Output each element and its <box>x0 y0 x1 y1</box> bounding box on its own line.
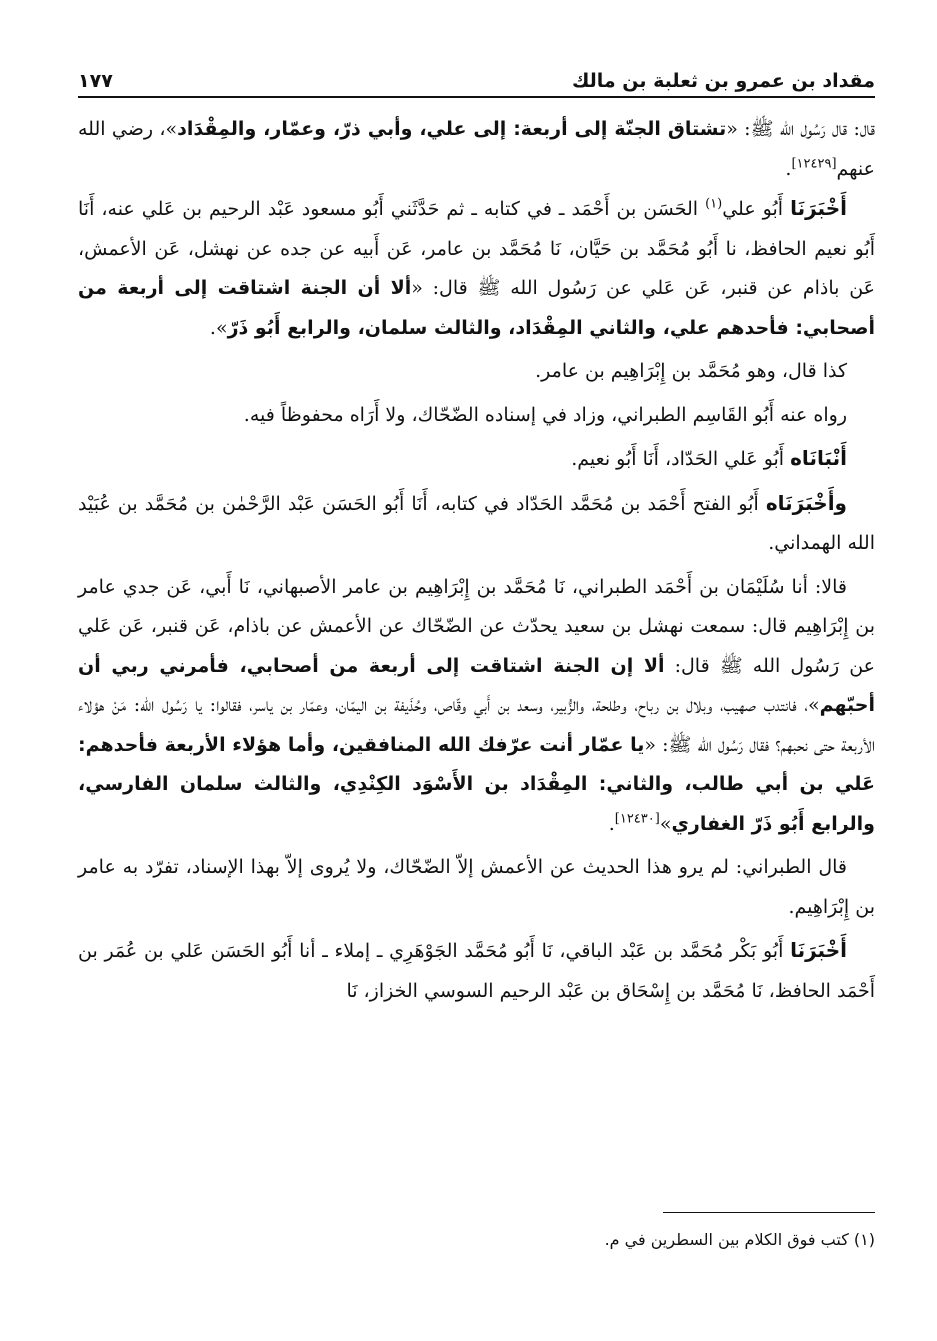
header-rule <box>78 96 875 98</box>
keyword: وأَخْبَرَنَاه <box>765 490 847 515</box>
text-run: »، فانتدب صهيب، وبلال بن رباح، وطلحة، والزُّبير، وسعد بن أَبي وقّاص، وحُذَيفة بن اليمّان، وعمّار بن ياسر، فقالوا: يا رَسُول الله: مَنْ هؤلاء الأربعة حتى نحبهم؟ فقال رَسُول الله ﷺ: « <box>78 694 875 756</box>
paragraph-6 <box>78 484 875 564</box>
text-run: ». <box>209 316 228 339</box>
text-run: »، رضي الله عنهم <box>78 118 875 180</box>
paragraph-5 <box>78 439 875 480</box>
text-run: قالا: أنا سُلَيْمَان بن أَحْمَد الطبراني، نَا مُحَمَّد بن إِبْرَاهِيم بن عامر الأصبهاني، نَا أَبي، عَن جدي عامر بن إِبْرَاهِيم قال: سمعت نهشل بن سعيد يحدّث عن الضّحّاك عن الأعمش عن باذام، عَن قنبر، عَن عَلي عن رَسُول الله ﷺ قال: <box>78 575 875 677</box>
text-run: » <box>659 812 672 835</box>
paragraph-8: قال الطبراني: لم يرو هذا الحديث عن الأعمش إلاّ الضّحّاك، ولا يُروى إلاّ بهذا الإسناد، تفرّد به عامر بن إِبْرَاهِيم. <box>78 856 875 918</box>
text-run: الحَسَن بن أَحْمَد ـ في كتابه ـ ثم حَدَّثَني أَبُو مسعود عَبْد الرحيم بن عَلي عنه، أَنَا أَبُو نعيم الحافظ، نا أَبُو مُحَمَّد بن حَيَّان، نَا مُحَمَّد بن عامر، عَن أَبيه عن جده عن نهشل، عَن الأعمش، عَن باذام عن قنبر، عَن عَلي عن رَسُول الله ﷺ قال: « <box>78 198 876 299</box>
paragraph-4: رواه عنه أَبُو القَاسِم الطبراني، وزاد في إسناده الضّحّاك، ولا أَرَاه محفوظاً فيه. <box>243 403 847 426</box>
page-header <box>78 52 875 92</box>
keyword: أَخْبَرَنَا <box>790 938 847 962</box>
paragraph-1 <box>78 110 875 189</box>
keyword: أَنْبَانَاه <box>790 446 847 470</box>
footnote-marker: (١) <box>705 196 723 212</box>
text-run: . <box>785 157 792 180</box>
footnote: (١) كتب فوق الكلام بين السطرين في م. <box>604 1230 875 1249</box>
main-text <box>78 110 875 1011</box>
hadith-text: ألا أن الجنة اشتاقت إلى أربعة من أصحابي: فأحدهم علي، والثاني المِقْدَاد، والثالث سلمان، والرابع أَبُو ذَرّ <box>78 277 875 339</box>
running-title: مقداد بن عمرو بن ثعلبة بن مالك <box>571 70 875 92</box>
footnote-rule <box>663 1212 875 1213</box>
hadith-text: يا عمّار أنت عرّفك الله المنافقين، وأما هؤلاء الأربعة فأحدهم: عَلي بن أبي طالب، والثاني: المِقْدَاد بن الأَسْوَد الكِنْدِي، والثالث سلمان الفارسي، والرابع أَبُو ذَرّ الغفاري <box>78 733 875 835</box>
text-run: أَبُو بَكْر مُحَمَّد بن عَبْد الباقي، نَا أَبُو مُحَمَّد الجَوْهَرِي ـ إملاء ـ أنا أَبُو الحَسَن عَلي بن عُمَر بن أَحْمَد الحافظ، نَا مُحَمَّد بن إِسْحَاق بن عَبْد الرحيم السوسي الخزاز، نَا <box>78 940 875 1002</box>
paragraph-9 <box>78 931 875 1011</box>
paragraph-2 <box>78 189 875 348</box>
paragraph-7 <box>78 568 875 845</box>
text-run: أَبُو الفتح أَحْمَد بن مُحَمَّد الحَدّاد في كتابه، أَنَا أَبُو الحَسَن عَبْد الرَّحْمٰن بن مُحَمَّد بن عُبَيْد الله الهمداني. <box>78 492 875 554</box>
hadith-text: ألا إن الجنة اشتاقت إلى أربعة من أصحابي، فأمرني ربي أن أحبّهم <box>78 654 875 716</box>
text-run: . <box>608 812 615 835</box>
hadith-text: تشتاق الجنّة إلى أربعة: إلى علي، وأبي ذرّ، وعمّار، والمِقْدَاد <box>177 118 727 140</box>
page-number: ١٧٧ <box>78 70 113 92</box>
keyword: أَخْبَرَنَا <box>790 196 847 220</box>
text-run: أَبُو عَلي الحَدّاد، أَنَا أَبُو نعيم. <box>571 448 791 470</box>
text-run: قال: قال رَسُول الله ﷺ: « <box>726 118 876 140</box>
hadith-number: [١٢٤٣٠] <box>614 811 660 827</box>
paragraph-3: كذا قال، وهو مُحَمَّد بن إِبْرَاهِيم بن عامر. <box>535 360 847 382</box>
text-run: أَبُو علي <box>722 198 791 220</box>
hadith-number: [١٢٤٢٩] <box>791 156 837 172</box>
